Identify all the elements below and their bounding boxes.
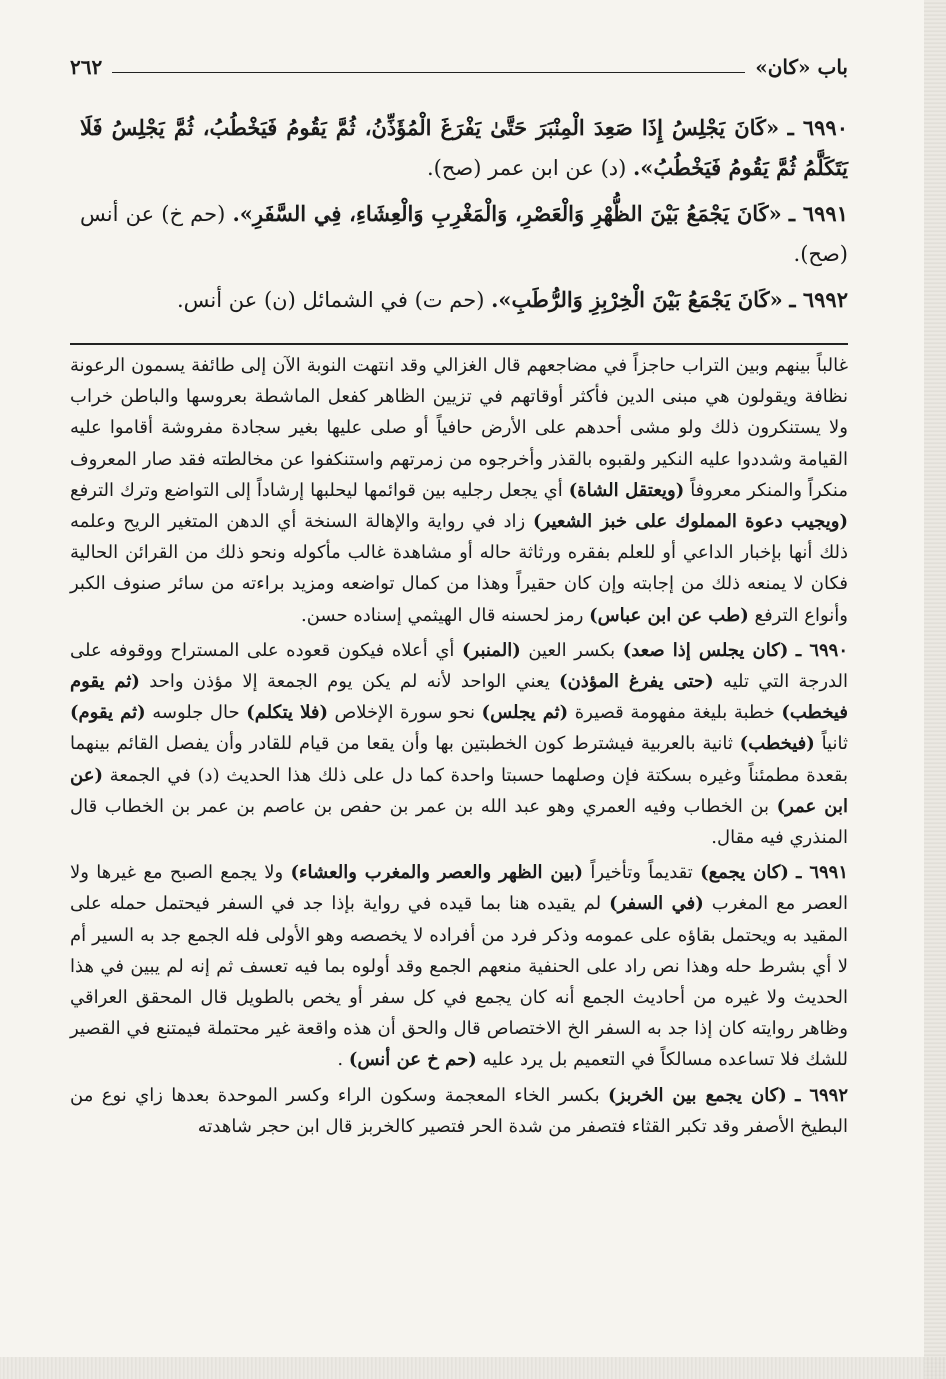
commentary-keyword: (المنبر): [462, 639, 521, 661]
commentary-keyword: (طب عن ابن عباس): [589, 604, 749, 626]
hadith-source: (حم خ) عن أنس (صح).: [80, 202, 848, 266]
commentary-6991: [70, 857, 848, 1075]
hadith-matn: «كَانَ يَجْمَعُ بَيْنَ الظُّهْرِ وَالْعَصْرِ، وَالْمَغْرِبِ وَالْعِشَاءِ، فِي السَّفَرِ».: [232, 201, 782, 226]
commentary: [70, 350, 848, 1146]
commentary-keyword: (ثم يقوم): [70, 702, 146, 724]
hadith-6991: [80, 194, 848, 274]
commentary-text: حال جلوسه: [152, 702, 240, 724]
commentary-keyword: (كان يجمع): [700, 862, 789, 884]
commentary-text: غالباً بينهم وبين التراب حاجزاً في مضاجعهم قال الغزالي وقد انتهت النوبة الآن إلى طائفة يسمون الرعونة نظافة ويقولون هي مبنى الدين فأكثر أوقاتهم في تزيين الظاهر كفعل الماشطة بعروسها والباطن خراب ولا يستنكرون ذلك ولو مشى أحدهم على الأرض حافياً أو صلى عليها بغير سجادة مفروشة أقاموا عليه القيامة وشددوا عليه النكير ولقبوه بالقذر وأخرجوه من زمرتهم واستنكفوا عن مخالطته فقد صار المعروف منكراً والمنكر معروفاً: [70, 355, 848, 501]
commentary-keyword: (بين الظهر والعصر والمغرب والعشاء): [290, 862, 583, 884]
page-header: [70, 52, 848, 82]
hadith-matn: «كَانَ يَجْمَعُ بَيْنَ الْخِرْبِزِ وَالرُّطَبِ».: [491, 287, 783, 312]
commentary-text: نحو سورة الإخلاص: [334, 702, 475, 724]
commentary-text: تقديماً وتأخيراً: [590, 862, 693, 884]
commentary-keyword: (عن ابن عمر): [70, 764, 848, 817]
commentary-text: خطبة بليغة مفهومة قصيرة: [574, 702, 775, 724]
commentary-keyword: (فيخطب): [739, 733, 815, 755]
commentary-divider: [70, 343, 848, 345]
hadith-text: [80, 108, 848, 326]
page-edge-bottom: [0, 1357, 946, 1379]
commentary-text: .: [337, 1049, 344, 1071]
commentary-keyword: (كان يجلس إذا صعد): [622, 639, 789, 661]
commentary-number: ٦٩٩١ ـ: [796, 862, 848, 884]
commentary-keyword: (ويجيب دعوة المملوك على خبز الشعير): [533, 511, 848, 533]
commentary-text: ولا يجمع الصبح مع غيرها ولا العصر مع المغرب: [70, 862, 848, 915]
chapter-title: باب «كان»: [755, 55, 848, 79]
commentary-keyword: (ويعتقل الشاة): [568, 479, 685, 501]
commentary-text: بن الخطاب وفيه العمري وهو عبد الله بن عمر بن حفص بن عاصم بن عمر بن الخطاب قال المنذري فيه مقال.: [70, 795, 848, 849]
commentary-keyword: (ثم يجلس): [481, 702, 569, 724]
commentary-text: لم يقيده هنا بما قيده في رواية بإذا جد في السفر فيحتمل حمله على المقيد به ويحتمل بقاؤه على عمومه وذكر فرد من أفراده لا يخصصه وهو الأولى فله الجمع جد به السير أم لا أي بشرط حله وهذا نص راد على الحنفية منعهم الجمع وقد أولوه بما فيه تعسف ثم إنه لم يبين في هذا الحديث ولا غيره من أحاديث الجمع أنه كان يجمع في كل سفر أو يخص بالطويل قال المحقق العراقي وظاهر روايته كان إذا جد به السفر الخ الاختصاص قال والحق أن هذه واقعة غير محتملة فيمتنع في القصير للشك فلا تساعده مسالكاً في التعميم بل يرد عليه: [70, 893, 848, 1071]
commentary-text: ثانياً: [821, 733, 848, 755]
header-rule: [112, 72, 745, 73]
commentary-6990: [70, 635, 848, 853]
hadith-6990: [80, 108, 848, 188]
commentary-number: ٦٩٩٢ ـ: [795, 1084, 848, 1106]
page-edge-right: [924, 0, 946, 1379]
commentary-text: ثانية بالعربية فيشترط كون الخطبتين بها وأن يقعا من قيام للقادر وأن يفصل القائم بينهما بقعدة مطمئناً وغيره بسكتة فإن وصلهما حسبتا واحدة كما دل على ذلك هذا الحديث (د) في الجمعة: [70, 733, 848, 786]
commentary-keyword: (ثم يقوم فيخطب): [70, 671, 848, 724]
commentary-keyword: (في السفر): [609, 893, 704, 915]
commentary-number: ٦٩٩٠ ـ: [795, 639, 848, 661]
commentary-6992: [70, 1080, 848, 1142]
hadith-source: (د) عن ابن عمر (صح).: [426, 156, 627, 180]
commentary-keyword: (حم خ عن أنس): [348, 1049, 477, 1071]
commentary-intro: [70, 350, 848, 631]
commentary-keyword: (حتى يفرغ المؤذن): [559, 671, 714, 693]
page-number: ٢٦٢: [70, 55, 103, 79]
hadith-number: ٦٩٩٠ ـ: [787, 115, 848, 140]
hadith-number: ٦٩٩٢ ـ: [789, 287, 848, 312]
commentary-text: أي أعلاه فيكون قعوده على المستراح ووقوفه على الدرجة التي تليه: [70, 639, 848, 693]
hadith-number: ٦٩٩١ ـ: [788, 201, 848, 226]
hadith-source: (حم ت) في الشمائل (ن) عن أنس.: [176, 288, 485, 312]
commentary-text: بكسر الخاء المعجمة وسكون الراء وكسر الموحدة بعدها زاي نوع من البطيخ الأصفر وقد تكبر القثاء فتصفر من شدة الحر فتصير كالخربز قال ابن حجر شاهدته: [70, 1084, 848, 1137]
commentary-text: رمز لحسنه قال الهيثمي إسناده حسن.: [301, 604, 584, 626]
commentary-text: أي يجعل رجليه بين قوائمها ليحلبها إرشاداً إلى التواضع وترك الترفع: [70, 479, 563, 501]
commentary-text: يعني الواحد لأنه لم يكن يوم الجمعة إلا مؤذن واحد: [149, 671, 550, 693]
commentary-keyword: (فلا يتكلم): [246, 702, 328, 724]
commentary-text: بكسر العين: [528, 639, 616, 661]
commentary-keyword: (كان يجمع بين الخربز): [608, 1084, 787, 1106]
commentary-text: زاد في رواية والإهالة السنخة أي الدهن المتغير الريح وعلمه ذلك أنها بإخبار الداعي أو للعلم بفقره ورثاثة حاله أو مشاهدة غالب مأكوله ونحو ذلك من القرائن الحالية فكان لا يمنعه ذلك من إجابته وإن كان حقيراً وهذا من كمال تواضعه ومزيد براءته من سائر صنوف الكبر وأنواع الترفع: [70, 511, 848, 626]
hadith-matn: «كَانَ يَجْلِسُ إِذَا صَعِدَ الْمِنْبَرَ حَتَّىٰ يَفْرَغَ الْمُؤَذِّنُ، ثُمَّ يَقُومُ فَيَخْطُبُ، ثُمَّ يَجْلِسُ فَلَا يَتَكَلَّمُ ثُمَّ يَقُومُ فَيَخْطُبُ».: [80, 115, 848, 180]
hadith-6992: [80, 280, 848, 320]
